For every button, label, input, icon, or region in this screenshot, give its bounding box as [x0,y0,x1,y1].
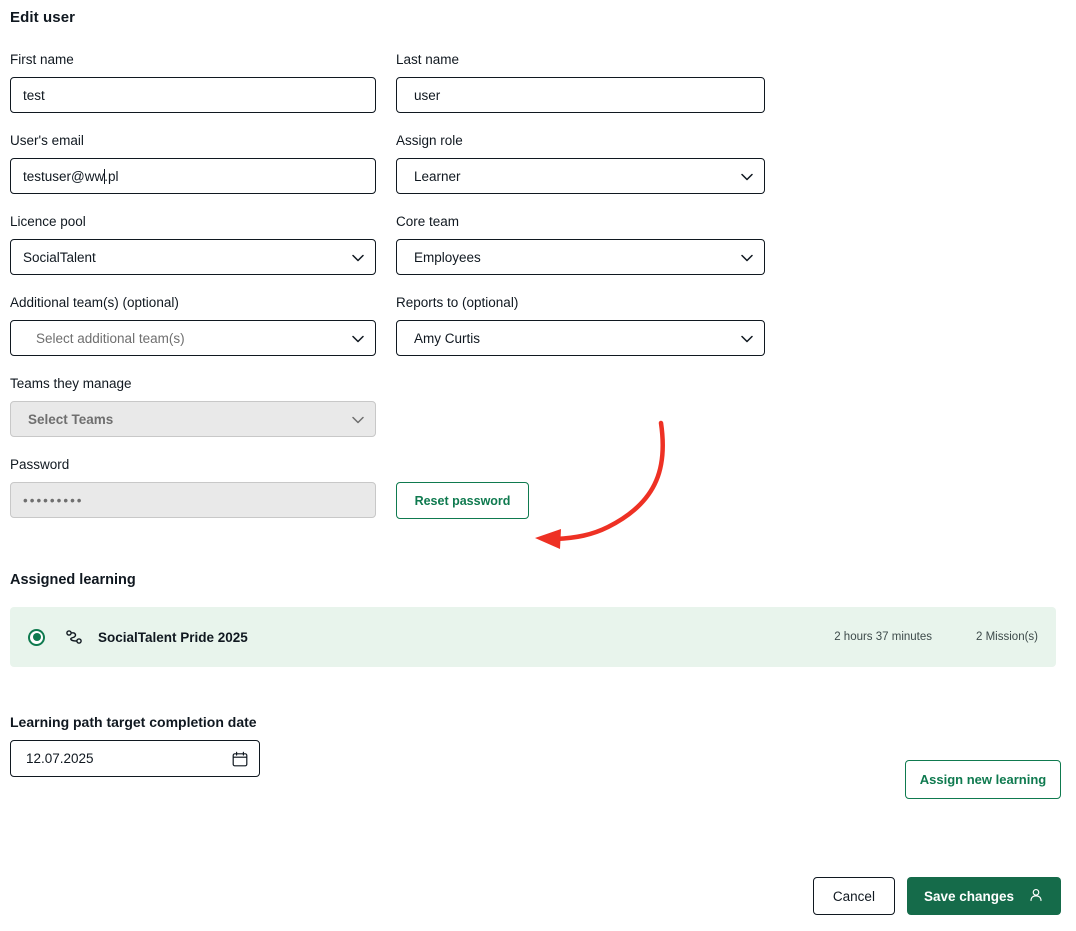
reset-password-button[interactable]: Reset password [396,482,529,519]
radio-selected-icon[interactable] [28,629,45,646]
learning-path-icon [64,627,84,647]
field-password [10,457,376,519]
completion-date-value: 12.07.2025 [26,751,94,766]
completion-date-input[interactable] [10,740,260,777]
additional-teams-select[interactable] [10,320,376,356]
save-changes-label: Save changes [923,888,1014,904]
chevron-down-icon [741,254,752,265]
additional-teams-placeholder: Select additional team(s) [36,330,185,346]
list-item[interactable] [10,607,1056,667]
field-licence-pool [10,214,376,275]
last-name-value: user [414,87,441,103]
email-label: User's email [10,133,84,148]
chevron-down-icon [352,416,363,427]
assigned-learning-title: Assigned learning [10,572,136,588]
grid-gap [376,457,396,539]
field-assign-role [396,133,765,194]
assign-role-label: Assign role [396,133,463,148]
first-name-label: First name [10,52,74,67]
field-reports-to [396,295,765,356]
licence-pool-value: SocialTalent [23,249,96,265]
field-additional-teams [10,295,376,356]
reports-to-select[interactable] [396,320,765,356]
save-changes-button[interactable] [907,877,1061,915]
reports-to-value: Amy Curtis [414,330,481,346]
grid-gap [376,376,396,457]
grid-gap [376,133,396,214]
chevron-down-icon [352,254,363,265]
grid-gap [376,52,396,133]
field-email [10,133,376,194]
field-spacer [396,376,765,437]
field-core-team [396,214,765,275]
reports-to-label: Reports to (optional) [396,295,519,310]
grid-gap [376,295,396,376]
edit-user-page [0,9,1076,931]
first-name-value: test [23,87,45,103]
email-value-end: .pl [104,168,119,184]
password-label: Password [10,457,70,472]
calendar-icon[interactable] [232,751,248,767]
completion-date-label: Learning path target completion date [10,714,257,730]
assign-role-value: Learner [414,168,461,184]
first-name-input[interactable] [10,77,376,113]
grid-gap [376,214,396,295]
core-team-label: Core team [396,214,460,229]
additional-teams-label: Additional team(s) (optional) [10,295,179,310]
field-last-name [396,52,765,113]
learning-duration: 2 hours 37 minutes [834,631,933,643]
licence-pool-select[interactable] [10,239,376,275]
password-input [10,482,376,518]
assign-role-select[interactable] [396,158,765,194]
teams-they-manage-placeholder: Select Teams [28,411,114,427]
footer-actions [813,877,1061,915]
field-first-name [10,52,376,113]
teams-they-manage-label: Teams they manage [10,376,132,391]
chevron-down-icon [741,335,752,346]
teams-they-manage-select[interactable] [10,401,376,437]
cancel-button[interactable]: Cancel [813,877,895,915]
email-value-start: testuser@ww [23,168,105,184]
learning-item-name: SocialTalent Pride 2025 [98,629,248,645]
last-name-label: Last name [396,52,460,67]
learning-item-meta [834,631,1038,643]
chevron-down-icon [741,173,752,184]
licence-pool-label: Licence pool [10,214,86,229]
chevron-down-icon [352,335,363,346]
learning-missions: 2 Mission(s) [976,631,1038,643]
user-form [10,52,1066,539]
field-reset-password [396,457,765,519]
core-team-value: Employees [414,249,481,265]
field-teams-they-manage [10,376,376,437]
assign-new-learning-button[interactable]: Assign new learning [905,760,1061,799]
password-value: ••••••••• [23,492,84,508]
last-name-input[interactable] [396,77,765,113]
user-icon [1028,887,1044,906]
core-team-select[interactable] [396,239,765,275]
page-title: Edit user [10,9,76,26]
email-input[interactable] [10,158,376,194]
